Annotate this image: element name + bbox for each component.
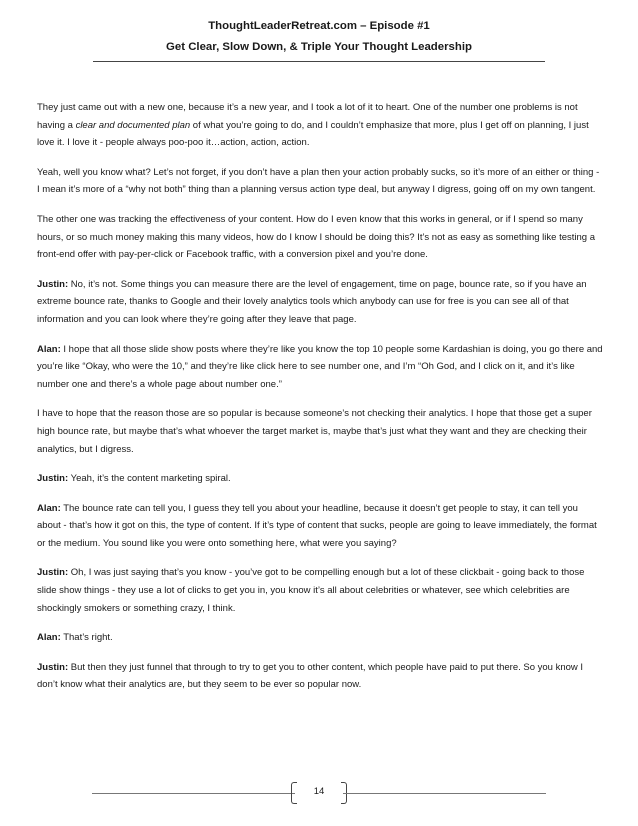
- transcript-paragraph: [37, 99, 603, 152]
- paragraph-text: No, it’s not. Some things you can measure there are the level of engagement, time on page, bounce rate, so if you have an extreme bounce rate, thanks to Google and their lovely analytics tools which anybody can use for free is you can see all of that information and you can look where they’re going after they leave that page.: [37, 278, 587, 325]
- speaker-label: Justin:: [37, 278, 69, 290]
- speaker-label: Justin:: [37, 661, 69, 673]
- header-episode-title: Get Clear, Slow Down, & Triple Your Thought Leadership: [166, 41, 472, 53]
- transcript-paragraph: [37, 164, 603, 199]
- paragraph-text: I hope that all those slide show posts where they’re like you know the top 10 people some Kardashian is doing, you go there and you’re like “Okay, who were the 10,” and they’re like click here to see number one, and I’m “Oh God, and I click on it, and it’s like number one and there’s a whole page about number one.”: [37, 343, 603, 390]
- transcript-paragraph: [37, 211, 603, 264]
- speaker-label: Justin:: [37, 473, 69, 485]
- transcript-paragraph: [37, 276, 603, 329]
- footer-rule-right: [343, 793, 546, 794]
- page-number-bracket-left: [291, 782, 297, 804]
- speaker-label: Alan:: [37, 632, 61, 644]
- header-site-episode: ThoughtLeaderRetreat.com – Episode #1: [208, 20, 430, 32]
- transcript-paragraph: [37, 405, 603, 458]
- paragraph-text: But then they just funnel that through to try to get you to other content, which people have paid to put there. So you know I don’t know what their analytics are, but they seem to be ever so popular now.: [37, 661, 584, 691]
- speaker-label: Alan:: [37, 343, 61, 355]
- transcript-paragraph: [37, 500, 603, 553]
- paragraph-text-continued: of what you’re going to do, and I couldn’t emphasize that more, plus I get off on planning, I just love it. I love it - people always poo-poo it…action, action, action.: [37, 119, 589, 149]
- page-number: 14: [313, 786, 325, 797]
- header-divider: [93, 61, 545, 62]
- transcript-paragraph: [37, 564, 603, 617]
- footer-rule-left: [92, 793, 295, 794]
- speaker-label: Justin:: [37, 567, 69, 579]
- transcript-paragraph: [37, 659, 603, 694]
- paragraph-text: They just came out with a new one, because it’s a new year, and I took a lot of it to heart. One of the number one problems is not having a: [37, 102, 578, 131]
- page-header: [0, 18, 638, 62]
- paragraph-text: Yeah, well you know what? Let’s not forget, if you don’t have a plan then your action probably sucks, so it’s more of an either or thing - I mean it’s more of a “why not both” thing than a planning versus action type deal, but anyway I digress, going off on my own tangent.: [37, 166, 600, 196]
- paragraph-text: The bounce rate can tell you, I guess they tell you about your headline, because it doesn’t get people to stay, it can tell you about - that’s how it got on this, the type of content. If it’s type of content that sucks, people are going to leave immediately, the format or the medium. You sound like you were onto something here, what were you saying?: [37, 502, 597, 549]
- speaker-label: Alan:: [37, 502, 61, 514]
- transcript-paragraph: [37, 470, 603, 488]
- transcript-paragraph: [37, 629, 603, 647]
- paragraph-text: That’s right.: [60, 632, 113, 644]
- paragraph-text: I have to hope that the reason those are so popular is because someone’s not checking their analytics. I hope that those get a super high bounce rate, but maybe that’s what whoever the target market is, maybe that’s just what they want and they are checking their analytics, but I digress.: [37, 408, 592, 455]
- transcript-paragraph: [37, 341, 603, 394]
- transcript-body: [37, 99, 603, 706]
- page-footer: [0, 782, 638, 806]
- paragraph-text: The other one was tracking the effectiveness of your content. How do I even know that this works in general, or if I spend so many hours, or so much money making this many videos, how do I know I should be doing this? It’s not as easy as something like testing a front-end offer with pay-per-click or Facebook traffic, with a conversion pixel and you’re done.: [37, 213, 595, 261]
- paragraph-text: Oh, I was just saying that’s you know - you’ve got to be compelling enough but a lot of these clickbait - going back to those slide show things - they use a lot of clicks to get you in, you know it’s all about celebrities or whatever, see which celebrities are shockingly smokers or something crazy, I think.: [37, 567, 585, 614]
- emphasized-text: clear and documented plan: [75, 119, 191, 131]
- paragraph-text: Yeah, it’s the content marketing spiral.: [68, 473, 231, 485]
